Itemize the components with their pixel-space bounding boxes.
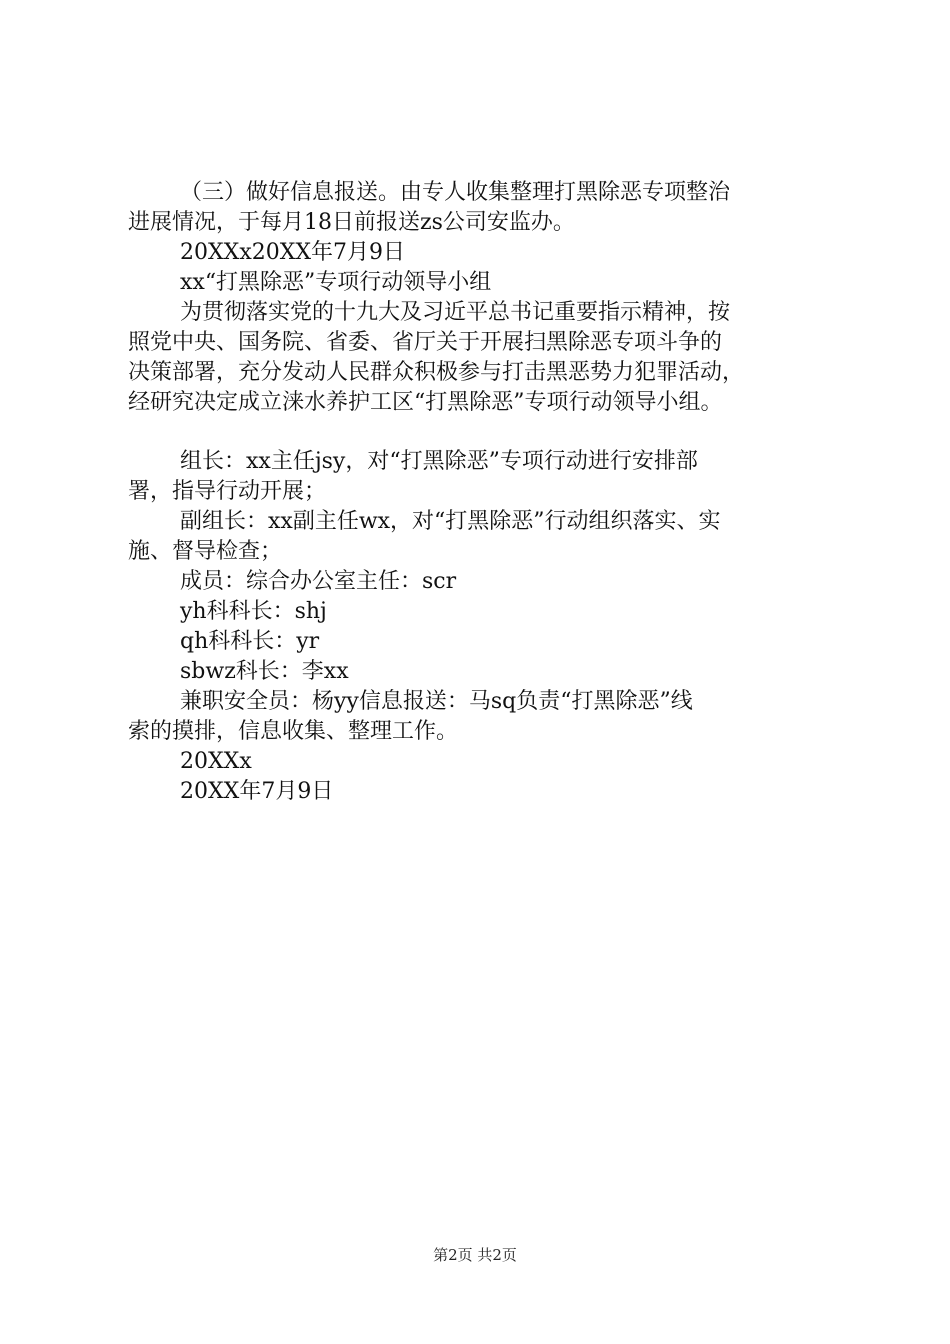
page-footer: 第2页 共2页: [433, 1246, 517, 1264]
paragraph-line: 署，指导行动开展；: [128, 479, 327, 504]
paragraph-line: 进展情况，于每月18日前报送zs公司安监办。: [128, 210, 575, 235]
member-line: qh科科长：yr: [180, 629, 320, 654]
date-line: 20XXx20XX年7月9日: [180, 240, 406, 265]
paragraph-line: 兼职安全员：杨yy信息报送：马sq负责“打黑除恶”线: [180, 689, 693, 714]
paragraph-gap: [128, 418, 838, 447]
paragraph-line: 为贯彻落实党的十九大及习近平总书记重要指示精神，按: [180, 300, 731, 325]
member-line: 成员：综合办公室主任：scr: [180, 569, 457, 594]
signature-line: 20XXx: [180, 749, 252, 774]
member-line: sbwz科长：李xx: [180, 659, 349, 684]
paragraph-line: 施、督导检查；: [128, 539, 283, 564]
date-line: 20XX年7月9日: [180, 779, 334, 804]
paragraph-line: 组长：xx主任jsy，对“打黑除恶”专项行动进行安排部: [180, 449, 698, 474]
member-line: yh科科长：shj: [180, 599, 327, 624]
paragraph-line: 索的摸排，信息收集、整理工作。: [128, 719, 459, 744]
paragraph-line: （三）做好信息报送。由专人收集整理打黑除恶专项整治: [180, 180, 731, 205]
paragraph-line: 经研究决定成立涞水养护工区“打黑除恶”专项行动领导小组。: [128, 390, 723, 415]
paragraph-line: 决策部署，充分发动人民群众积极参与打击黑恶势力犯罪活动，: [128, 360, 745, 385]
paragraph-line: 照党中央、国务院、省委、省厅关于开展扫黑除恶专项斗争的: [128, 330, 723, 355]
document-body: [128, 178, 838, 807]
heading-line: xx“打黑除恶”专项行动领导小组: [180, 270, 492, 295]
paragraph-line: 副组长：xx副主任wx，对“打黑除恶”行动组织落实、实: [180, 509, 721, 534]
